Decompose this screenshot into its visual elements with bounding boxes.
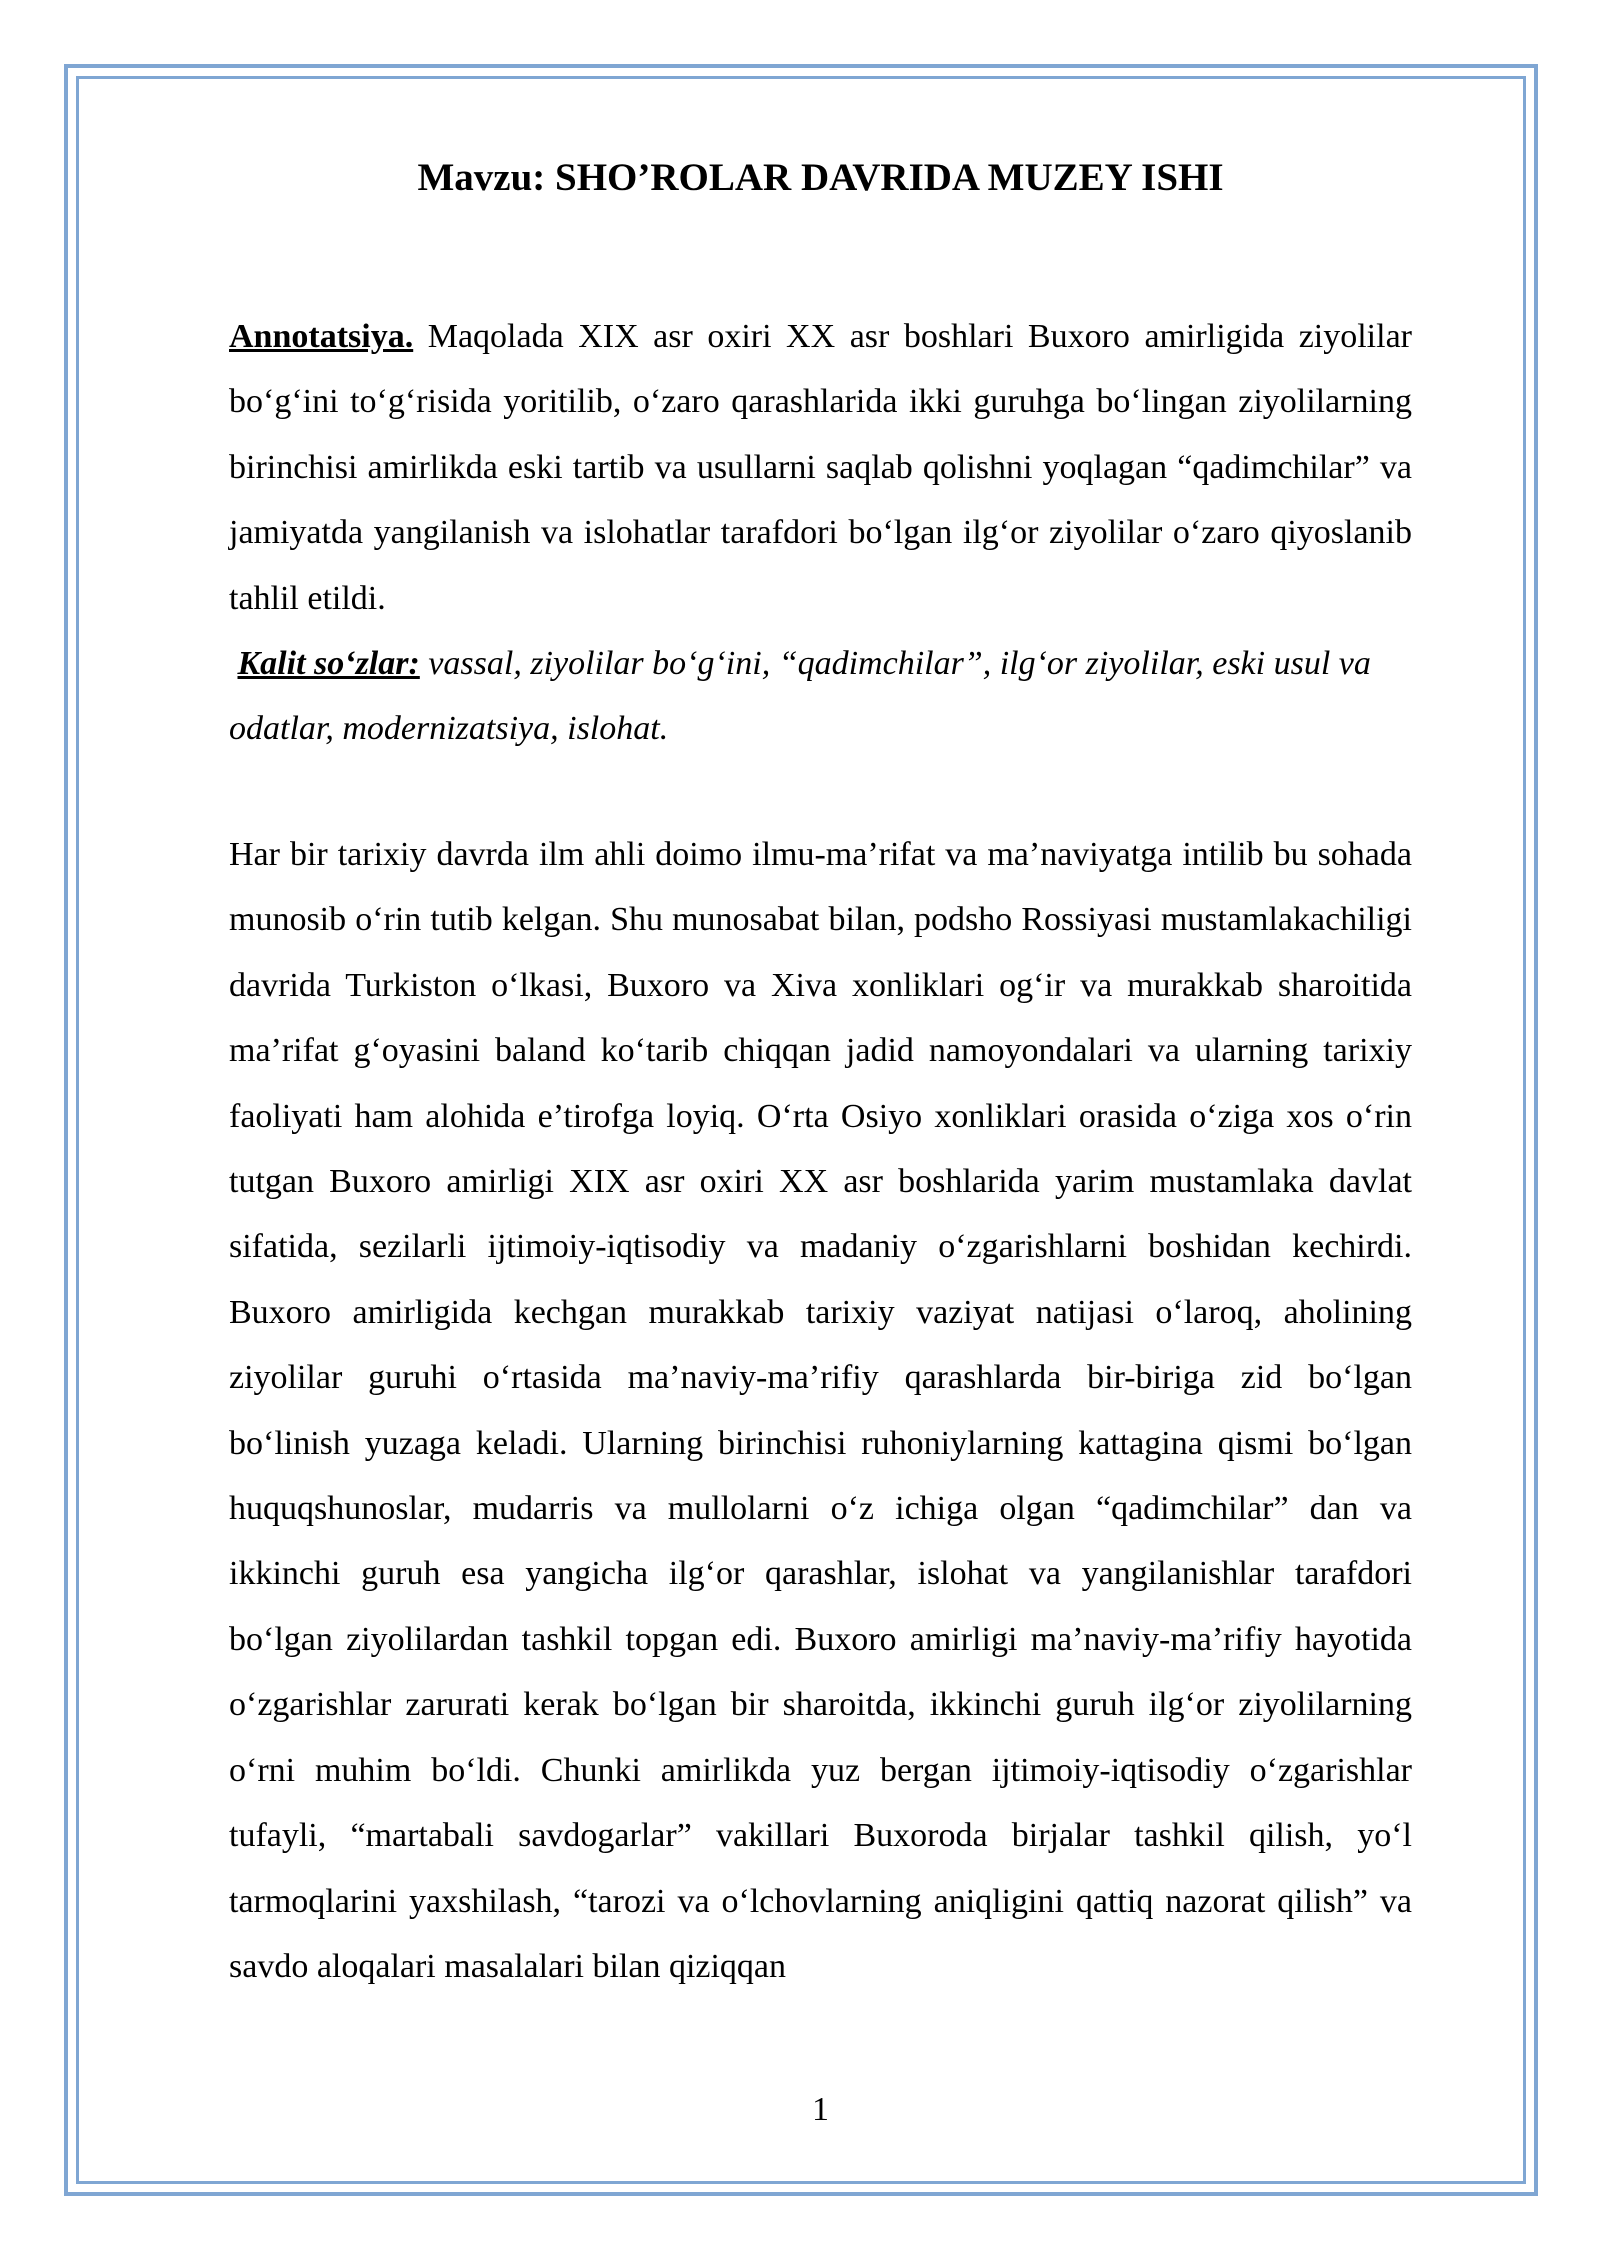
annotation-text: Maqolada XIX asr oxiri XX asr boshlari Buxoro amirligida ziyolilar bo‘g‘ini to‘g‘risida yoritilib, o‘zaro qarashlarida ikki guruhga bo‘lingan ziyolilarning birinchisi amirlikda eski tartib va usullarni saqlab qolishni yoqlagan “qadimchilar” va jamiyatda yangilanish va islohatlar tarafdori bo‘lgan ilg‘or ziyolilar o‘zaro qiyoslanib tahlil etildi. bbox=[229, 318, 1412, 617]
body-paragraph: Har bir tarixiy davrda ilm ahli doimo ilmu-ma’rifat va ma’naviyatga intilib bu sohada munosib o‘rin tutib kelgan. Shu munosabat bilan, podsho Rossiyasi mustamlakachiligi davrida Turkiston o‘lkasi, Buxoro va Xiva xonliklari og‘ir va murakkab sharoitida ma’rifat g‘oyasini baland ko‘tarib chiqqan jadid namoyondalari va ularning tarixiy faoliyati ham alohida e’tirofga loyiq. O‘rta Osiyo xonliklari orasida o‘ziga xos o‘rin tutgan Buxoro amirligi XIX asr oxiri XX asr boshlarida yarim mustamlaka davlat sifatida, sezilarli ijtimoiy-iqtisodiy va madaniy o‘zgarishlarni boshidan kechirdi. Buxoro amirligida kechgan murakkab tarixiy vaziyat natijasi o‘laroq, aholining ziyolilar guruhi o‘rtasida ma’naviy-ma’rifiy qarashlarda bir-biriga zid bo‘lgan bo‘linish yuzaga keladi. Ularning birinchisi ruhoniylarning kattagina qismi bo‘lgan huquqshunoslar, mudarris va mullolarni o‘z ichiga olgan “qadimchilar” dan va ikkinchi guruh esa yangicha ilg‘or qarashlar, islohat va yangilanishlar tarafdori bo‘lgan ziyolilardan tashkil topgan edi. Buxoro amirligi ma’naviy-ma’rifiy hayotida o‘zgarishlar zarurati kerak bo‘lgan bir sharoitda, ikkinchi guruh ilg‘or ziyolilarning o‘rni muhim bo‘ldi. Chunki amirlikda yuz bergan ijtimoiy-iqtisodiy o‘zgarishlar tufayli, “martabali savdogarlar” vakillari Buxoroda birjalar tashkil qilish, yo‘l tarmoqlarini yaxshilash, “tarozi va o‘lchovlarning aniqligini qattiq nazorat qilish” va savdo aloqalari masalalari bilan qiziqqan bbox=[229, 836, 1412, 1985]
document-title: Mavzu: SHO’ROLAR DAVRIDA MUZEY ISHI bbox=[417, 156, 1224, 199]
annotation-paragraph bbox=[229, 304, 1412, 631]
keywords-text: vassal, ziyolilar bo‘g‘ini, “qadimchilar”, ilg‘or ziyolilar, eski usul va odatlar, modernizatsiya, islohat. bbox=[229, 645, 1371, 748]
keywords-paragraph bbox=[229, 631, 1412, 762]
keywords-label: Kalit so‘zlar: bbox=[237, 645, 420, 682]
page-number: 1 bbox=[812, 2091, 829, 2128]
annotation-label: Annotatsiya. bbox=[229, 318, 414, 355]
